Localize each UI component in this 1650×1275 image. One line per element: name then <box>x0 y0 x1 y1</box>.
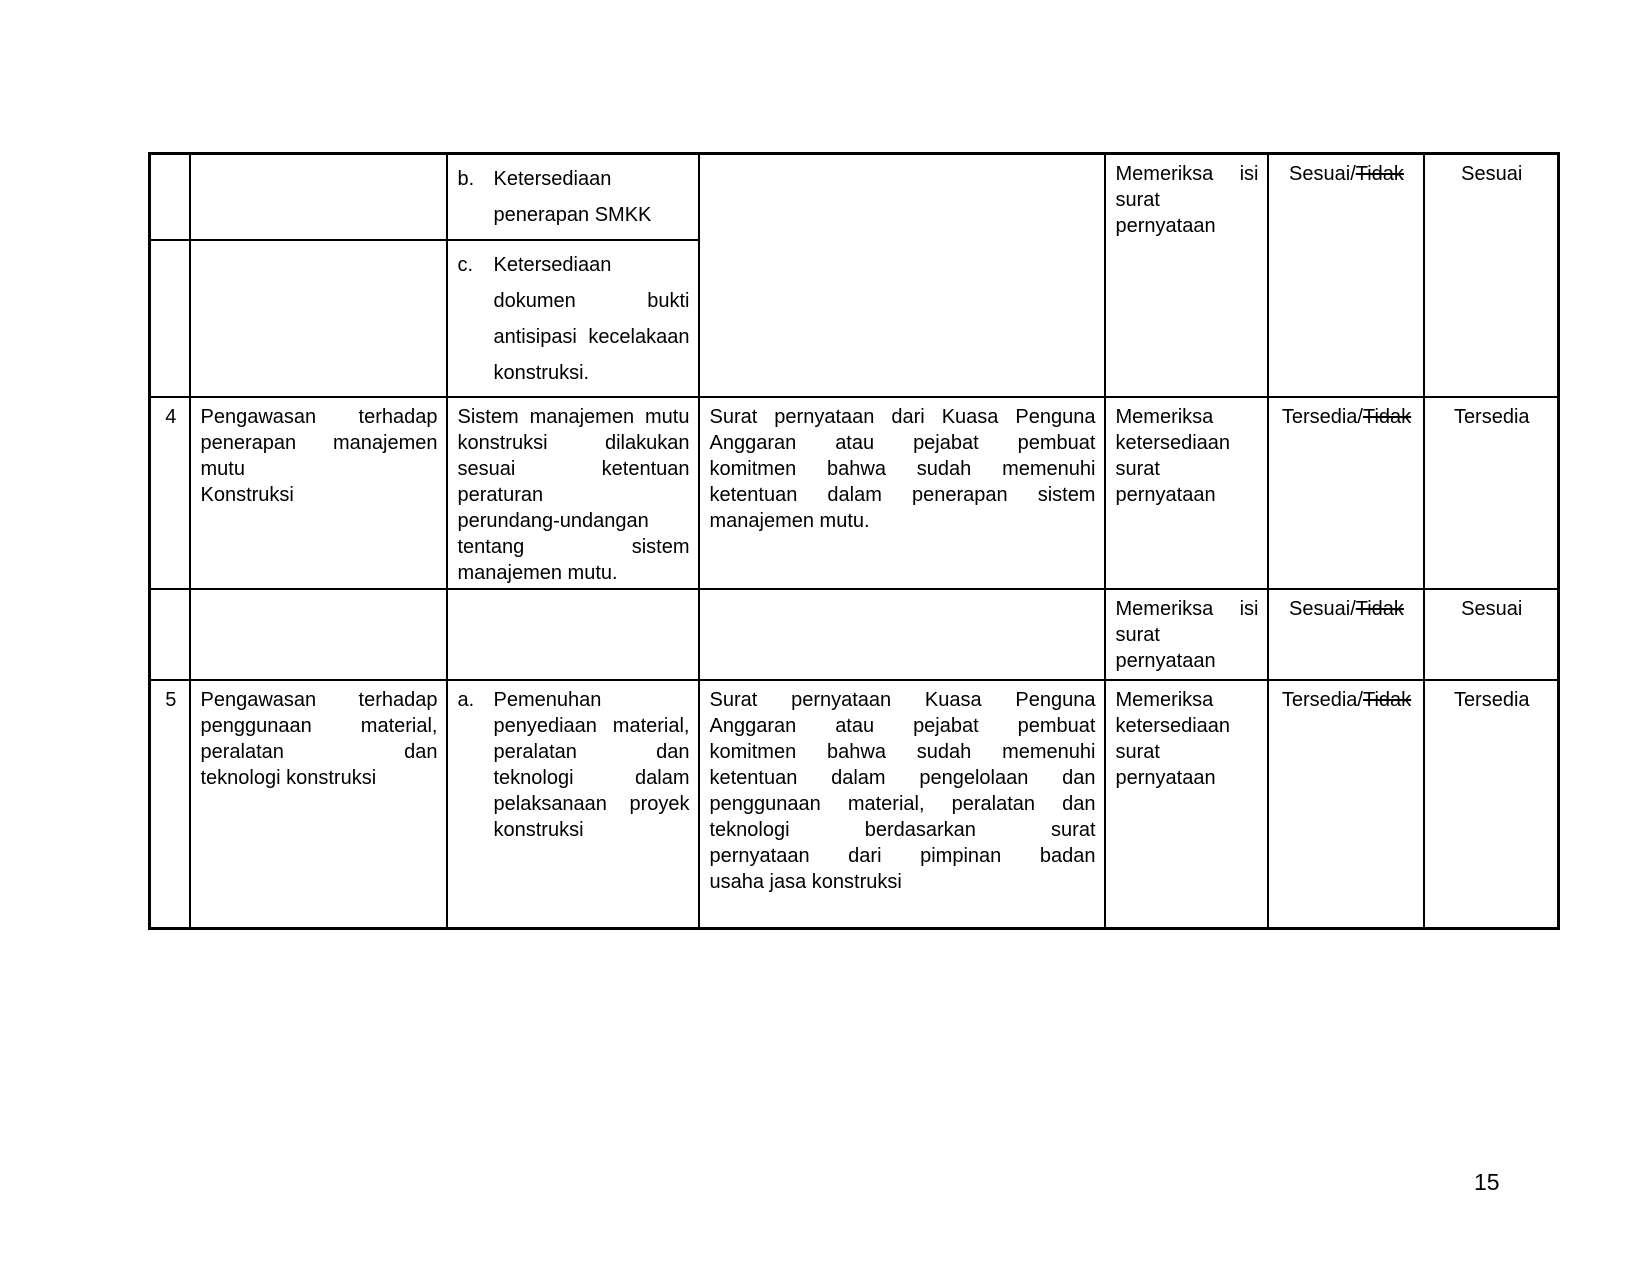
cell-no-empty <box>150 589 190 680</box>
list-marker: b. <box>457 168 475 190</box>
list-item-a <box>458 687 690 843</box>
requirement-text: Ketersediaan penerapan SMKK <box>493 168 652 226</box>
cell-item: Pengawasan terhadap penerapan manajemen mutu Konstruksi <box>190 397 447 589</box>
option-kept: Sesuai/ <box>1289 163 1356 185</box>
table-row-5 <box>150 680 1559 929</box>
option-kept: Tersedia/ <box>1281 688 1363 711</box>
option-struck: Tidak <box>1362 688 1412 711</box>
list-marker: a. <box>457 688 475 711</box>
table-row-item-b <box>150 154 1559 240</box>
cell-no: 5 <box>150 680 190 929</box>
cell-description-empty <box>699 589 1105 680</box>
cell-result: Sesuai <box>1424 589 1559 680</box>
cell-requirement-c <box>447 240 699 397</box>
cell-description: Surat pernyataan Kuasa Penguna Anggaran atau pejabat pembuat komitmen bahwa sudah memenuhi ketentuan dalam pengelolaan dan penggunaan material, peralatan dan teknologi berdasarkan surat pernyataan dari pimpinan badan usaha jasa konstruksi <box>699 680 1105 929</box>
cell-result: Tersedia <box>1424 397 1559 589</box>
option-kept: Tersedia/ <box>1281 405 1363 428</box>
cell-item-empty <box>190 589 447 680</box>
cell-check-method: Memeriksa ketersediaan surat pernyataan <box>1105 397 1268 589</box>
requirement-text: Pemenuhan penyediaan material, peralatan dan teknologi dalam pelaksanaan proyek konstruksi <box>493 688 690 841</box>
page-number: 15 <box>1474 1169 1500 1195</box>
cell-description: Surat pernyataan dari Kuasa Penguna Anggaran atau pejabat pembuat komitmen bahwa sudah memenuhi ketentuan dalam penerapan sistem manajemen mutu. <box>699 397 1105 589</box>
cell-description-empty <box>699 154 1105 397</box>
cell-no-empty <box>150 240 190 397</box>
cell-item-empty <box>190 240 447 397</box>
cell-check-method: Memeriksa isi surat pernyataan <box>1105 154 1268 397</box>
cell-option <box>1268 680 1424 929</box>
list-item-c <box>458 247 690 391</box>
cell-result: Tersedia <box>1424 680 1559 929</box>
requirement-text: Ketersediaan dokumen bukti antisipasi kecelakaan konstruksi. <box>493 253 690 384</box>
cell-item: Pengawasan terhadap penggunaan material, peralatan dan teknologi konstruksi <box>190 680 447 929</box>
cell-check-method: Memeriksa isi surat pernyataan <box>1105 589 1268 680</box>
cell-result: Sesuai <box>1424 154 1559 397</box>
cell-no: 4 <box>150 397 190 589</box>
cell-requirement-a <box>447 680 699 929</box>
option-struck: Tidak <box>1355 163 1404 185</box>
cell-no-empty <box>150 154 190 240</box>
table-row-4 <box>150 397 1559 589</box>
cell-option <box>1268 589 1424 680</box>
option-struck: Tidak <box>1362 405 1412 428</box>
table-row-check-mid <box>150 589 1559 680</box>
cell-criteria: Sistem manajemen mutu konstruksi dilakukan sesuai ketentuan peraturan perundang-undangan tentang sistem manajemen mutu. <box>447 397 699 589</box>
list-marker: c. <box>457 253 474 276</box>
cell-check-method: Memeriksa ketersediaan surat pernyataan <box>1105 680 1268 929</box>
cell-requirement-empty <box>447 589 699 680</box>
option-kept: Sesuai/ <box>1289 597 1356 620</box>
cell-option <box>1268 154 1424 397</box>
cell-option <box>1268 397 1424 589</box>
cell-item-empty <box>190 154 447 240</box>
inspection-table <box>148 152 1560 930</box>
cell-requirement-b <box>447 154 699 240</box>
list-item-b <box>458 161 690 233</box>
option-struck: Tidak <box>1355 597 1404 620</box>
